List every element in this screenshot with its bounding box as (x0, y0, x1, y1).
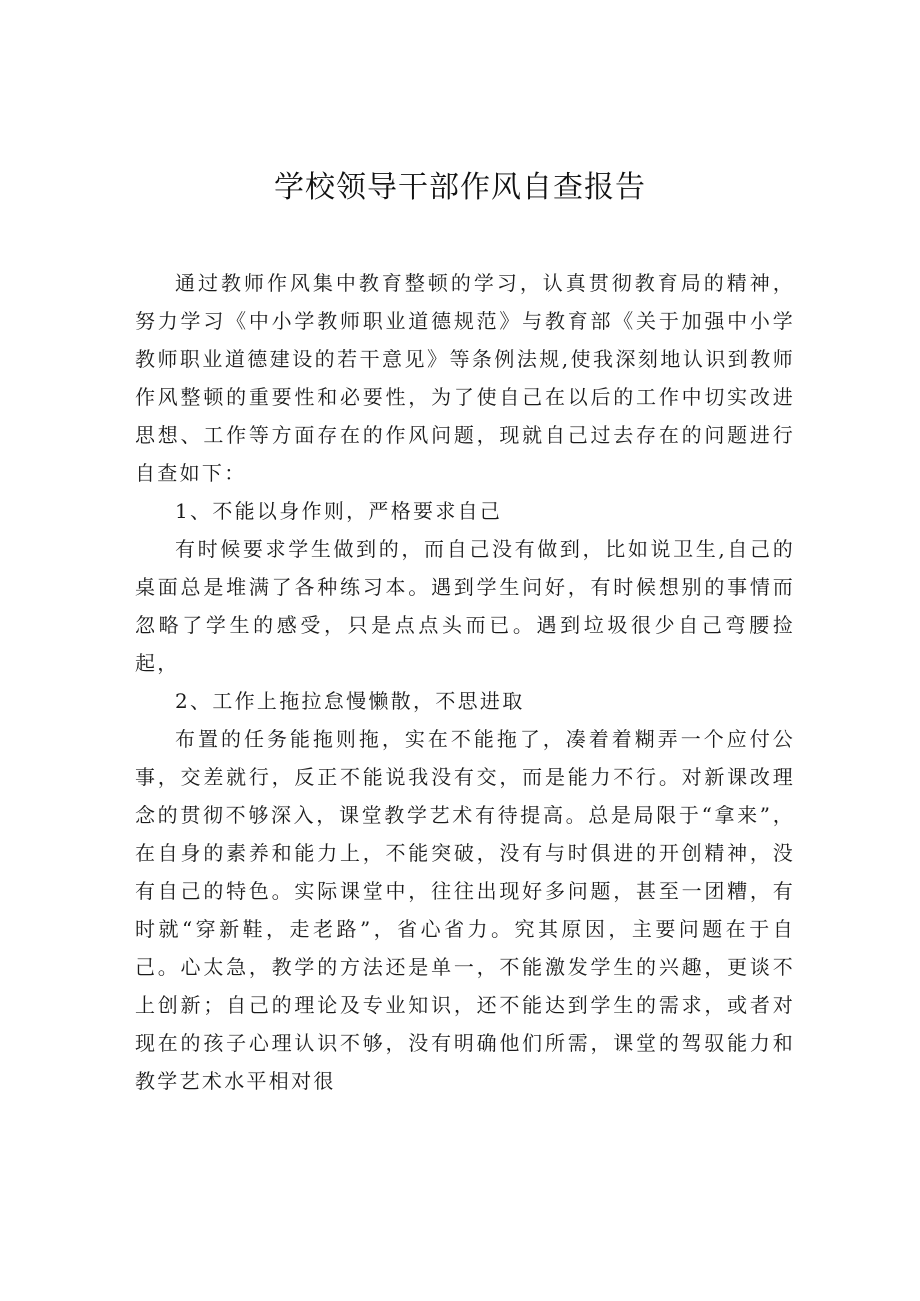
section-heading-1: 1、不能以身作则，严格要求自己 (175, 499, 503, 523)
intro-paragraph: 通过教师作风集中教育整顿的学习，认真贯彻教育局的精神，努力学习《中小学教师职业道德规范》与教育部《关于加强中小学教师职业道德建设的若干意见》等条例法规,使我深刻地认识到教师作风整顿的重要性和必要性，为了使自己在以后的工作中切实改进思想、工作等方面存在的作风问题，现就自己过去存在的问题进行自查如下： (135, 271, 795, 485)
document-body (135, 264, 795, 1100)
section-2-paragraph: 布置的任务能拖则拖，实在不能拖了，凑着着糊弄一个应付公事，交差就行，反正不能说我没有交，而是能力不行。对新课改理念的贯彻不够深入，课堂教学艺术有待提高。总是局限于“拿来”，在自身的素养和能力上，不能突破，没有与时俱进的开创精神，没有自己的特色。实际课堂中，往往出现好多问题，甚至一团糟，有时就“穿新鞋，走老路”，省心省力。究其原因，主要问题在于自己。心太急，教学的方法还是单一，不能激发学生的兴趣，更谈不上创新；自己的理论及专业知识，还不能达到学生的需求，或者对现在的孩子心理认识不够，没有明确他们所需，课堂的驾驭能力和教学艺术水平相对很 (135, 727, 795, 1093)
section-1-paragraph: 有时候要求学生做到的，而自己没有做到，比如说卫生,自己的桌面总是堆满了各种练习本。遇到学生问好，有时候想别的事情而忽略了学生的感受，只是点点头而已。遇到垃圾很少自己弯腰捡起， (135, 537, 795, 675)
document-title: 学校领导干部作风自查报告 (274, 170, 646, 205)
section-heading-2: 2、工作上拖拉怠慢懒散，不思进取 (175, 689, 525, 713)
